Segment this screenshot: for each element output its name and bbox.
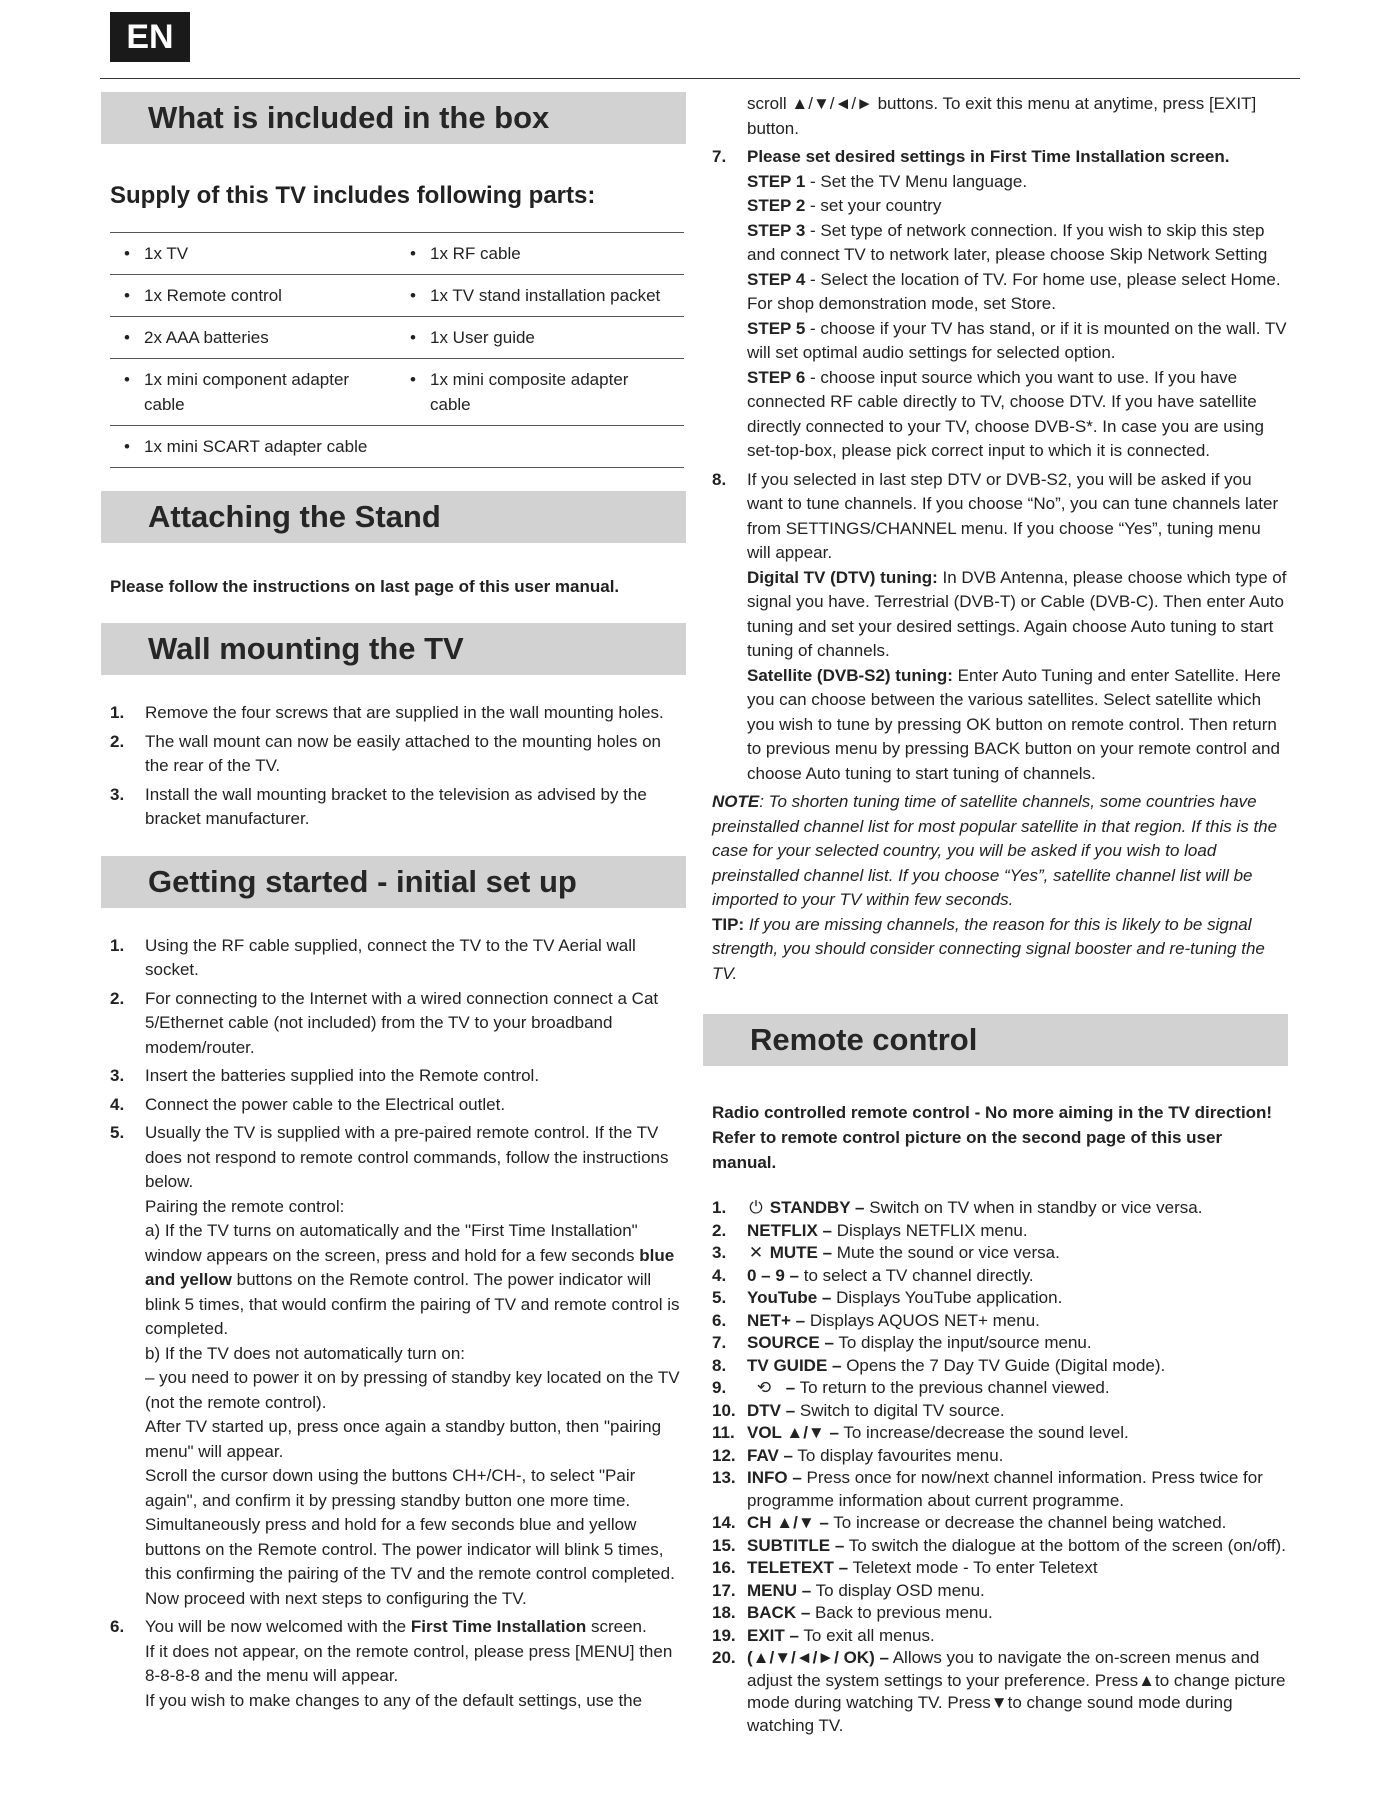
item-body (747, 1355, 1288, 1378)
list-item: 6. You will be now welcomed with the First Time Installation screen. If it does not appear, on the remote control, please press [MENU] then 8-8-8-8 and the menu will appear. If you wish to make changes to any of the default settings, use the (110, 1617, 673, 1710)
step-text: Using the RF cable supplied, connect the TV to the TV Aerial wall socket. (145, 935, 636, 979)
item-text: To return to the previous channel viewed. (795, 1378, 1110, 1397)
setup-steps-list (101, 934, 686, 1714)
table-cell (110, 325, 396, 350)
item-number: 7. (712, 1333, 727, 1352)
return-icon: ⟲ (756, 1378, 772, 1397)
step-text: buttons on the Remote control. The power indicator will blink 5 times, that would confirm the pairing of TV and remote control is completed. (145, 1270, 680, 1338)
note-text: : To shorten tuning time of satellite channels, some countries have preinstalled channel list for most popular satellite in that region. If this is the case for your selected country, you will be asked if you wish to load preinstalled channel list. If you choose “Yes”, satellite channel list will be imported to your TV within few seconds. (712, 792, 1278, 909)
step-text: Remove the four screws that are supplied in the wall mounting holes. (145, 703, 664, 722)
right-column (703, 92, 1288, 1737)
step-number: 3. (110, 784, 125, 804)
table-row (110, 359, 684, 426)
step-text: The wall mount can now be easily attached to the mounting holes on the rear of the TV. (145, 731, 661, 775)
step-text: Install the wall mounting bracket to the television as advised by the bracket manufacturer. (145, 784, 647, 828)
item-number: 2. (712, 1220, 727, 1240)
item-number: 16. (712, 1558, 736, 1577)
item-key: STANDBY – (769, 1198, 865, 1217)
item-key: TELETEXT – (747, 1558, 849, 1577)
item-text: Displays AQUOS NET+ menu. (805, 1310, 1040, 1330)
list-item: 5. Usually the TV is supplied with a pre-paired remote control. If the TV does not respond to remote control commands, follow the instructions below. Pairing the remote control: a) If the TV turns on automatically and the "First Time Installation" window appears on the screen, press and hold for a few seconds blue and yellow buttons on the Remote control. The power indicator will blink 5 times, that would confirm the pairing of TV and remote control is completed. b) If the TV does not automatically turn on: – you need to power it on by pressing of standby key located on the TV (not the remote control). After TV started up, press once again a standby button, then "pairing menu" will appear. Scroll the cursor down using the buttons CH+/CH-, to select "Pair again", and confirm it by pressing standby button one more time. Simultaneously press and hold for a few seconds blue and yellow buttons on the Remote control. The power indicator will blink 5 times, this confirming the pairing of the TV and the remote control completed. Now proceed with next steps to configuring the TV. (110, 1123, 680, 1608)
item-body (747, 1220, 1288, 1243)
item-key: FAV – (747, 1445, 793, 1465)
item-key: – (785, 1378, 796, 1397)
table-cell (396, 434, 682, 459)
item-text: Allows you to navigate the on-screen menus and adjust the system settings to your preference. Press▲to change picture mode during watching TV. Press▼to change sound mode during watching TV. (747, 1648, 1286, 1735)
item-body (747, 1400, 1288, 1423)
table-row (110, 275, 684, 317)
step-text: b) If the TV does not automatically turn on: (145, 1343, 466, 1363)
item-text: Switch on TV when in standby or vice versa. (864, 1198, 1203, 1217)
item-key: DTV – (747, 1400, 796, 1420)
step-text: Enter Auto Tuning and enter Satellite. Here you can choose between the various satellites. Select satellite which you wish to tune by pressing OK button on remote control. Then return to previous menu by pressing BACK button on your remote control and choose Auto tuning to start tuning of channels. (747, 665, 1281, 783)
item-text: Switch to digital TV source. (795, 1400, 1005, 1420)
list-item (712, 1467, 1288, 1512)
item-body (747, 1287, 1288, 1310)
item-body (747, 1377, 1288, 1400)
cell-text: 1x mini composite adapter cable (430, 370, 629, 414)
cell-text: 1x User guide (430, 328, 535, 347)
item-number: 1. (712, 1198, 727, 1217)
item-key: EXIT – (747, 1625, 799, 1645)
step-text: In DVB Antenna, please choose which type of signal you have. Terrestrial (DVB-T) or Cable (DVB-C). Then enter Auto tuning and set your desired settings. Again choose Auto tuning to start tuning of channels. (747, 567, 1287, 660)
item-text: Displays NETFLIX menu. (832, 1220, 1028, 1240)
item-text: To exit all menus. (798, 1625, 935, 1645)
item-body (747, 1512, 1288, 1535)
step-text: - Set the TV Menu language. (805, 171, 1028, 191)
table-cell (396, 325, 682, 350)
item-number: 10. (712, 1400, 736, 1420)
section-title-remote: Remote control (703, 1014, 1288, 1066)
step-bold: blue and yellow (145, 1245, 675, 1289)
item-text: Press once for now/next channel information. Press twice for programme information about current programme. (747, 1468, 1263, 1510)
section-title-stand: Attaching the Stand (101, 491, 686, 543)
step-text: scroll ▲/▼/◄/► buttons. To exit this menu at anytime, press [EXIT] button. (747, 94, 1257, 138)
item-key: YouTube – (747, 1288, 832, 1307)
step-bold: First Time Installation (410, 1617, 587, 1636)
step-text: Scroll the cursor down using the buttons CH+/CH-, to select "Pair again", and confirm it by pressing standby button one more time. Simultaneously press and hold for a few seconds blue and yellow buttons on the Remote control. The power indicator will blink 5 times, this confirming the pairing of the TV and the remote control completed. (145, 1466, 675, 1583)
bullet: • (124, 370, 130, 389)
step-text: Pairing the remote control: (145, 1196, 345, 1216)
step-text: - set your country (805, 196, 942, 215)
item-key: TV GUIDE – (747, 1355, 842, 1375)
list-item (712, 1355, 1288, 1378)
step-text: Now proceed with next steps to configuring the TV. (145, 1588, 527, 1608)
list-item (712, 1287, 1288, 1310)
step-text: Usually the TV is supplied with a pre-paired remote control. If the TV does not respond to remote control commands, follow the instructions below. (145, 1123, 669, 1191)
item-body (747, 1625, 1288, 1648)
item-number: 8. (712, 1355, 727, 1375)
list-item (110, 783, 686, 832)
item-body (747, 1647, 1288, 1737)
mute-icon: ✕ (748, 1243, 764, 1262)
list-item: 3. Insert the batteries supplied into the Remote control. (110, 1064, 686, 1089)
list-item (712, 1580, 1288, 1603)
list-item (712, 1602, 1288, 1625)
remote-buttons-list (703, 1197, 1288, 1737)
item-body (747, 1332, 1288, 1355)
item-key: SOURCE – (747, 1333, 834, 1352)
item-number: 9. (712, 1378, 727, 1397)
list-item (712, 1220, 1288, 1243)
cell-text: 1x Remote control (144, 286, 282, 305)
item-body (747, 1265, 1288, 1288)
item-key: MENU – (747, 1580, 812, 1600)
item-key: SUBTITLE – (747, 1535, 845, 1555)
item-text: to select a TV channel directly. (799, 1265, 1034, 1285)
step-text: screen. (586, 1617, 647, 1636)
table-cell (396, 241, 682, 266)
item-body (747, 1602, 1288, 1625)
header-divider (100, 78, 1300, 79)
item-text: Mute the sound or vice versa. (832, 1243, 1060, 1262)
box-contents-table (110, 232, 684, 468)
item-number: 3. (712, 1243, 727, 1262)
item-key: CH ▲/▼ – (747, 1513, 829, 1532)
table-row (110, 317, 684, 359)
item-number: 18. (712, 1603, 736, 1622)
item-text: To display favourites menu. (792, 1445, 1004, 1465)
item-key: NETFLIX – (747, 1220, 833, 1240)
setup-steps-continued (703, 92, 1288, 786)
cell-text: 1x TV stand installation packet (430, 286, 661, 305)
item-number: 13. (712, 1468, 736, 1487)
item-text: Opens the 7 Day TV Guide (Digital mode). (841, 1355, 1166, 1375)
section-title-setup: Getting started - initial set up (101, 856, 686, 908)
list-item: 1. Using the RF cable supplied, connect the TV to the TV Aerial wall socket. (110, 934, 686, 983)
item-key: BACK – (747, 1603, 811, 1622)
note-block (703, 790, 1288, 986)
step-key: STEP 1 (747, 171, 806, 191)
list-item (110, 730, 686, 779)
item-body (747, 1310, 1288, 1333)
bullet: • (124, 244, 130, 263)
tip-text: If you are missing channels, the reason for this is likely to be signal strength, you should consider connecting signal booster and re-tuning the TV. (712, 914, 1265, 983)
list-item (712, 1445, 1288, 1468)
list-item: 2. For connecting to the Internet with a wired connection connect a Cat 5/Ethernet cable (not included) from the TV to your broadband modem/router. (110, 987, 686, 1061)
bullet: • (124, 328, 130, 347)
item-body (747, 1197, 1288, 1220)
first-time-steps (747, 172, 1287, 461)
step-text: - Set type of network connection. If you wish to skip this step and connect TV to network later, please choose Skip Network Setting (747, 220, 1268, 264)
step-bold: Please set desired settings in First Time Installation screen. (747, 147, 1230, 166)
tip-label: TIP: (712, 914, 745, 934)
list-item (712, 1242, 1288, 1265)
cell-text: 2x AAA batteries (144, 328, 269, 347)
item-number: 4. (712, 1265, 727, 1285)
list-item (110, 701, 686, 726)
note-label: NOTE (712, 792, 760, 811)
language-badge: EN (110, 12, 190, 62)
list-item (712, 1310, 1288, 1333)
item-body (747, 1580, 1288, 1603)
cell-text: 1x mini SCART adapter cable (144, 437, 368, 456)
table-cell (110, 283, 396, 308)
item-body (747, 1557, 1288, 1580)
list-item (712, 1265, 1288, 1288)
item-text: Teletext mode - To enter Teletext (848, 1558, 1098, 1577)
remote-intro: Radio controlled remote control - No more aiming in the TV direction! Refer to remote control picture on the second page of this user manual. (712, 1103, 1273, 1172)
item-key: VOL ▲/▼ – (747, 1423, 839, 1442)
left-column (101, 92, 686, 1717)
step-text: If it does not appear, on the remote control, please press [MENU] then 8-8-8-8 and the menu will appear. (145, 1641, 673, 1685)
table-row (110, 233, 684, 275)
step-number: 1. (110, 703, 125, 722)
list-item (712, 1332, 1288, 1355)
list-item (712, 1400, 1288, 1423)
item-body (747, 1422, 1288, 1445)
item-number: 15. (712, 1535, 736, 1555)
item-text: To display the input/source menu. (833, 1333, 1092, 1352)
cell-text: 1x RF cable (430, 244, 521, 263)
list-item (712, 1625, 1288, 1648)
table-cell (396, 283, 682, 308)
step-bold: Satellite (DVB-S2) tuning: (747, 665, 953, 685)
step-number: 2. (110, 731, 125, 751)
power-icon: ⏻ (749, 1198, 763, 1217)
step-text: a) If the TV turns on automatically and the "First Time Installation" window appears on the screen, press and hold for a few seconds (145, 1221, 640, 1265)
bullet: • (410, 286, 416, 305)
item-text: To increase/decrease the sound level. (838, 1423, 1129, 1442)
item-number: 19. (712, 1625, 736, 1645)
list-item (712, 92, 1288, 141)
bullet: • (124, 286, 130, 305)
wall-steps-list (101, 701, 686, 832)
bullet: • (124, 437, 130, 456)
item-body (747, 1535, 1288, 1558)
item-number: 11. (712, 1423, 735, 1442)
item-text: Back to previous menu. (810, 1603, 993, 1622)
step-key: STEP 5 (747, 318, 806, 338)
step-text: If you selected in last step DTV or DVB-S2, you will be asked if you want to tune channels. If you choose “No”, you can tune channels later from SETTINGS/CHANNEL menu. If you choose “Yes”, tuning menu will appear. (747, 469, 1279, 562)
step-bold: Digital TV (DTV) tuning: (747, 567, 938, 587)
step-text: You will be now welcomed with the (145, 1617, 411, 1636)
item-key: MUTE – (769, 1243, 833, 1262)
table-cell (110, 367, 396, 417)
step-text: Connect the power cable to the Electrical outlet. (145, 1094, 506, 1114)
step-text: - choose input source which you want to use. If you have connected RF cable directly to TV, choose DTV. If you have satellite directly connected to your TV, choose DVB-S*. In case you are using set-top-box, please pick correct input to which it is connected. (747, 367, 1264, 460)
item-number: 12. (712, 1445, 736, 1465)
step-text: Insert the batteries supplied into the Remote control. (145, 1066, 540, 1085)
step-text: – you need to power it on by pressing of standby key located on the TV (not the remote control). (145, 1368, 680, 1412)
list-item (712, 1512, 1288, 1535)
item-number: 17. (712, 1580, 736, 1600)
list-item (712, 1535, 1288, 1558)
section-title-wall: Wall mounting the TV (101, 623, 686, 675)
item-text: To display OSD menu. (811, 1580, 985, 1600)
item-key: (▲/▼/◄/►/ OK) – (747, 1648, 889, 1667)
step-text: For connecting to the Internet with a wired connection connect a Cat 5/Ethernet cable (not included) from the TV to your broadband modem/router. (145, 988, 659, 1057)
table-cell (110, 241, 396, 266)
item-body (747, 1467, 1288, 1512)
item-text: To switch the dialogue at the bottom of the screen (on/off). (844, 1535, 1286, 1555)
list-item (712, 1647, 1288, 1737)
step-key: STEP 6 (747, 367, 806, 387)
cell-text: 1x mini component adapter cable (144, 370, 350, 414)
table-cell (396, 367, 682, 417)
bullet: • (410, 328, 416, 347)
item-number: 20. (712, 1648, 736, 1667)
cell-text: 1x TV (144, 244, 189, 263)
step-text: - Select the location of TV. For home use, please select Home. For shop demonstration mode, set Store. (747, 269, 1281, 313)
item-key: 0 – 9 – (747, 1265, 799, 1285)
list-item: 7. Please set desired settings in First Time Installation screen. STEP 1 - Set the TV Menu language. STEP 2 - set your country STEP 3 - Set type of network connection. If you wish to skip this step and connect TV to network later, please choose Skip Network Setting STEP 4 - Select the location of TV. For home use, please select Home. For shop demonstration mode, set Store. STEP 5 - choose if your TV has stand, or if it is mounted on the wall. TV will set optimal audio settings for selected option. STEP 6 - choose input source which you want to use. If you have connected RF cable directly to TV, choose DTV. If you have satellite directly connected to your TV, choose DVB-S*. In case you are using set-top-box, please pick correct input to which it is connected. (712, 147, 1287, 460)
item-key: NET+ – (747, 1310, 806, 1330)
stand-note: Please follow the instructions on last page of this user manual. (110, 577, 620, 596)
item-key: INFO – (747, 1468, 802, 1487)
list-item: 8. If you selected in last step DTV or DVB-S2, you will be asked if you want to tune channels. If you choose “No”, you can tune channels later from SETTINGS/CHANNEL menu. If you choose “Yes”, tuning menu will appear. Digital TV (DTV) tuning: In DVB Antenna, please choose which type of signal you have. Terrestrial (DVB-T) or Cable (DVB-C). Then enter Auto tuning and set your desired settings. Again choose Auto tuning to start tuning of channels. Satellite (DVB-S2) tuning: Enter Auto Tuning and enter Satellite. Here you can choose between the various satellites. Select satellite which you wish to tune by pressing OK button on remote control. Then return to previous menu by pressing BACK button on your remote control and choose Auto tuning to start tuning of channels. (712, 469, 1287, 783)
bullet: • (410, 370, 416, 389)
step-text: After TV started up, press once again a standby button, then "pairing menu" will appear. (145, 1417, 662, 1461)
table-row (110, 426, 684, 468)
list-item: 4. Connect the power cable to the Electrical outlet. (110, 1093, 686, 1118)
list-item (712, 1557, 1288, 1580)
item-number: 6. (712, 1310, 727, 1330)
item-body (747, 1445, 1288, 1468)
step-key: STEP 3 (747, 220, 806, 240)
step-key: STEP 2 (747, 196, 806, 215)
item-text: To increase or decrease the channel being watched. (828, 1513, 1227, 1532)
step-text: If you wish to make changes to any of the default settings, use the (145, 1690, 643, 1710)
box-subtitle: Supply of this TV includes following parts: (110, 182, 596, 209)
list-item (712, 1422, 1288, 1445)
item-number: 14. (712, 1513, 736, 1532)
bullet: • (410, 244, 416, 263)
list-item (712, 1377, 1288, 1400)
item-number: 5. (712, 1288, 727, 1307)
step-text: - choose if your TV has stand, or if it is mounted on the wall. TV will set optimal audio settings for selected option. (747, 318, 1287, 362)
item-body (747, 1242, 1288, 1265)
section-title-box: What is included in the box (101, 92, 686, 144)
item-text: Displays YouTube application. (831, 1288, 1063, 1307)
step-key: STEP 4 (747, 269, 806, 289)
table-cell (110, 434, 396, 459)
list-item (712, 1197, 1288, 1220)
